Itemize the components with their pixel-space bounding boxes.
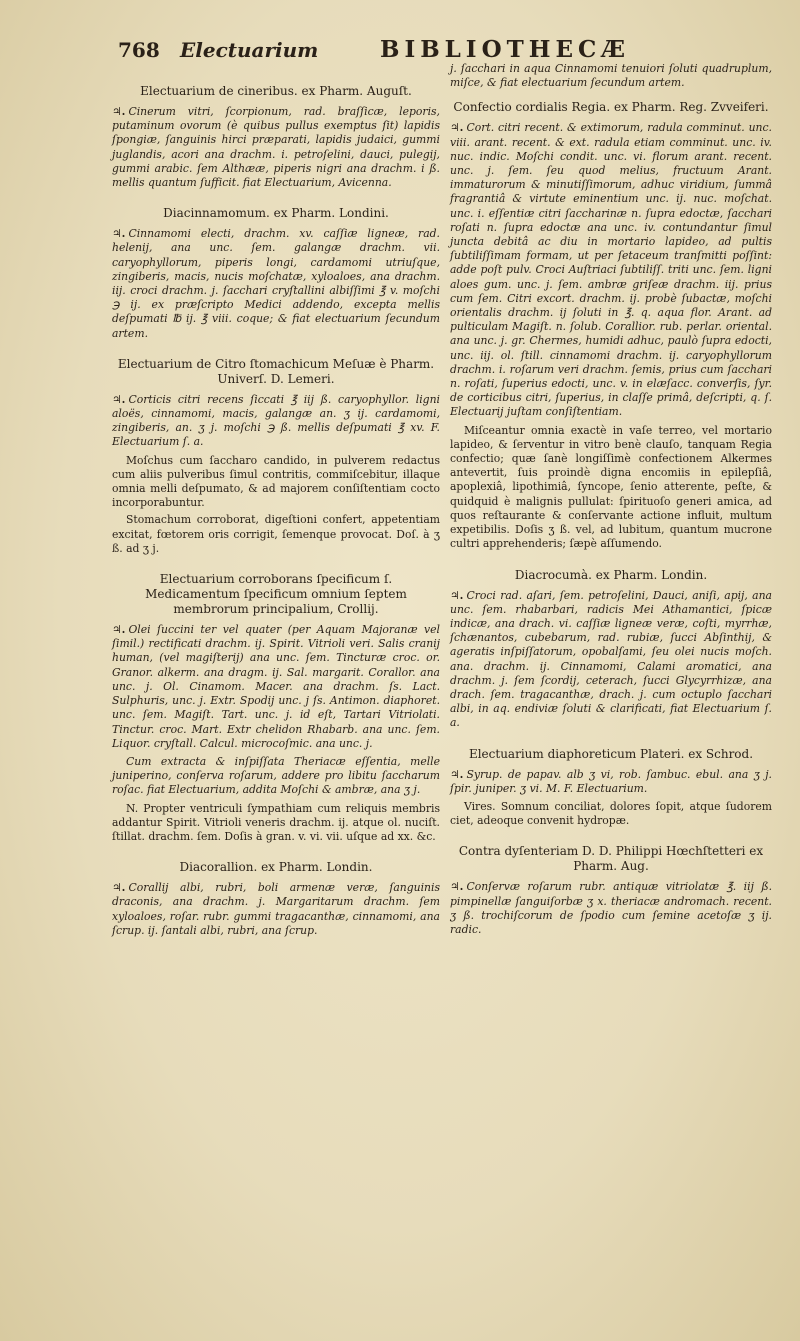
recipe-heading: Electuarium de cineribus. ex Pharm. Auguſt. xyxy=(140,84,412,98)
recipe-text: ♃. Olei ſuccini ter vel quater (per Aquam Majoranæ vel ſimil.) rectificati drachm. ij. Spirit. Vitrioli veri. Salis cranij human, (vel magiſterij) ana unc. ſem. Tincturæ croc. or. Granor. alkerm. ana dragm. ij. Sal. margarit. Corallor. ana unc. j. Ol. Cinamom. Macer. ana drachm. ſs. Lact. Sulphuris, unc. j. Extr. Spodij unc. j ſs. Antimon. diaphoret. unc. ſem. Magiſt. Tart. unc. j. id eſt, Tartari Vitriolati. Tinctur. croc. Mart. Extr chelidon Rhabarb. ana unc. ſem. Liquor. cryſtall. Calcul. microcoſmic. ana unc. j. xyxy=(112,623,440,750)
recipe-symbol-icon: ♃. xyxy=(112,623,126,637)
running-title: BIBLIOTHECÆ xyxy=(380,36,631,63)
recipe-note: Stomachum corroborat, digeſtioni confert, appetentiam excitat, fœtorem oris corrigit, ſemenque provocat. Doſ. à ʒ ß. ad ʒ j. xyxy=(112,513,440,555)
recipe-text: ♃. Corticis citri recens ſiccati ℥ iij ß. caryophyllor. ligni aloës, cinnamomi, macis, galangæ an. ʒ ij. cardamomi, zingiberis, an. ʒ j. moſchi ℈ ß. mellis deſpumati ℥ xv. F. Electuarium ſ. a. xyxy=(112,392,440,449)
recipe-note: Moſchus cum ſaccharo candido, in pulverem redactus cum aliis pulveribus ſimul contritis, commiſcebitur, illaque omnia melli deſpumato, & ad majorem conſiſtentiam cocto incorporabuntur. xyxy=(112,453,440,510)
recipe-symbol-icon: ♃. xyxy=(450,880,464,894)
right-column xyxy=(450,62,772,941)
recipe-text: ♃. Cinerum vitri, ſcorpionum, rad. braſſicæ, leporis, putaminum ovorum (è quibus pullus exemptus ſit) lapidis ſpongiæ, ſanguinis hirci præparati, lapidis judaici, gummi juglandis, acori ana drachm. i. petroſelini, dauci, pulegij, gummi arabic. ſem Althææ, piperis nigri ana drachm. i ß. mellis quantum ſufficit. fiat Electuarium, Avicenna. xyxy=(112,105,440,190)
recipe-heading: Electuarium corroborans ſpecificum ſ. Medicamentum ſpecificum omnium ſeptem membrorum principalium, Crollij. xyxy=(145,572,407,617)
continued-text: j. ſacchari in aqua Cinnamomi tenuiori ſoluti quadruplum, miſce, & fiat electuarium ſecundum artem. xyxy=(450,62,772,90)
recipe-note: Vires. Somnum conciliat, dolores ſopit, atque ſudorem ciet, adeoque convenit hydropæ. xyxy=(450,799,772,828)
recipe-heading: Electuarium de Citro ſtomachicum Meſuæ è Pharm. Univerſ. D. Lemeri. xyxy=(117,356,435,386)
left-column xyxy=(112,74,440,942)
recipe-symbol-icon: ♃. xyxy=(112,881,126,895)
recipe-note: N. Propter ventriculi ſympathiam cum reliquis membris addantur Spirit. Vitrioli veneris drachm. ij. atque ol. nuciſt. ſtillat. drachm. ſem. Doſis à gran. v. vi. vii. uſque ad xx. &c. xyxy=(112,801,440,843)
recipe-text: Cum extracta & inſpiſſata Theriacæ eſſentia, melle juniperino, conſerva roſarum, addere pro libitu ſaccharum roſac. fiat Electuarium, addita Moſchi & ambræ, ana ʒ j. xyxy=(112,754,440,797)
recipe-symbol-icon: ♃. xyxy=(450,767,464,781)
recipe-text: ♃. Croci rad. aſari, ſem. petroſelini, Dauci, aniſi, apij, ana unc. ſem. rhabarbari, radicis Mei Athamantici, ſpicæ indicæ, ana drach. vi. caſſiæ ligneæ veræ, coſti, myrrhæ, ſchænantos, cubebarum, rad. rubiæ, ſucci Abſinthij, & ageratis inſpiſſatorum, opobalſami, ſeu olei nucis moſch. ana. drachm. ij. Cinnamomi, Calami aromatici, ana drachm. j. ſem ſcordij, ceterach, ſucci Glycyrrhizæ, ana drach. ſem. tragacanthæ, drach. j. cum octuplo ſacchari albi, in aq. endiviæ ſoluti & clarificati, fiat Electuarium ſ. a. xyxy=(450,588,772,730)
recipe-symbol-icon: ♃. xyxy=(112,105,126,118)
recipe-symbol-icon: ♃. xyxy=(450,588,464,602)
recipe-heading: Diacinnamomum. ex Pharm. Londini. xyxy=(163,206,389,221)
recipe-symbol-icon: ♃. xyxy=(112,392,126,406)
page-number: 768 xyxy=(118,38,160,62)
recipe-text: ♃. Corallij albi, rubri, boli armenæ veræ, ſanguinis draconis, ana drachm. j. Margaritarum drachm. ſem xyloaloes, roſar. rubr. gummi tragacanthæ, cinnamomi, ana ſcrup. ij. ſantali albi, rubri, ana ſcrup. xyxy=(112,881,440,937)
recipe-text: ♃. Conſervæ roſarum rubr. antiquæ vitriolatæ ℥. iij ß. pimpinellæ ſanguiſorbæ ʒ x. theriacæ andromach. recent. ʒ ß. trochiſcorum de ſpodio cum ſemine acetoſæ ʒ ij. radic. xyxy=(450,880,772,936)
recipe-heading: Diacorallion. ex Pharm. Londin. xyxy=(179,860,373,875)
recipe-note: Miſceantur omnia exactè in vaſe terreo, vel mortario lapideo, & ſerventur in vitro benè clauſo, tanquam Regia confectio; quæ ſanè longiſſimè confectionem Alkermes antevertit, ſuis proindè digna encomiis in epilepſiâ, apoplexiâ, lipothimiâ, ſyncope, ſenio atterente, peſte, & quidquid è malignis pullulat: ſpirituoſo generi amica, ad quos reſtaurante & conſervante actione influit, multum expetibilis. Doſis ʒ ß. vel, ad lubitum, quantum mucrone cultri apprehenderis; ſæpè aſſumendo. xyxy=(450,423,772,551)
recipe-symbol-icon: ♃. xyxy=(112,227,126,241)
recipe-heading: Diacrocumà. ex Pharm. Londin. xyxy=(514,567,708,582)
recipe-heading: Electuarium diaphoreticum Plateri. ex Schrod. xyxy=(468,746,754,761)
recipe-text: ♃. Syrup. de papav. alb ʒ vi, rob. ſambuc. ebul. ana ʒ j. ſpir. juniper. ʒ vi. M. F. Electuarium. xyxy=(450,767,772,795)
recipe-text: ♃. Cinnamomi electi, drachm. xv. caſſiæ ligneæ, rad. helenij, ana unc. ſem. galangæ drachm. vii. caryophyllorum, piperis longi, cardamomi utriuſque, zingiberis, macis, nucis moſchatæ, xyloaloes, ana drachm. iij. croci drachm. j. ſacchari cryſtallini albiſſimi ℥ v. moſchi ℈ ij. ex præſcripto Medici addendo, excepta mellis deſpumati ℔ ij. ℥ viii. coque; & fiat electuarium ſecundum artem. xyxy=(112,227,440,340)
running-head: Electuarium xyxy=(180,38,319,62)
recipe-heading: Contra dyſenteriam D. D. Philippi Hœchſtetteri ex Pharm. Aug. xyxy=(458,844,764,874)
recipe-text: ♃. Cort. citri recent. & extimorum, radula comminut. unc. viii. arant. recent. & ext. radula etiam comminut. unc. iv. nuc. indic. Moſchi condit. unc. vi. florum arant. recent. unc. j. ſem. ſeu quod melius, fructuum Arant. immaturorum & minutiſſimorum, adhuc viridium, ſummâ fragrantiâ & virtute eminentium unc. ij. nuc. moſchat. unc. i. eſſentiæ citri ſaccharinæ n. ſupra edoctæ, ſacchari roſati n. ſupra edoctæ ana unc. iv. contundantur ſimul juncta debitâ ac diu in mortario lapideo, ad pultis ſubtiliſſimam formam, ut per ſetaceum tranſmitti poſſint: adde poſt pulv. Croci Auſtriaci ſubtiliſſ. triti unc. ſem. ligni aloes gum. unc. j. ſem. ambræ griſeæ drachm. iij. prius cum ſem. Citri excort. drachm. ij. probè ſubactæ, moſchi orientalis drachm. ij ſoluti in ℥. q. aqua flor. Arant. ad pulticulam Magiſt. n. ſolub. Corallior. rub. perlar. oriental. ana unc. j. gr. Chermes, humidi adhuc, paulò ſupra edocti, unc. iij. ol. ſtill. cinnamomi drachm. ij. caryophyllorum drachm. i. roſarum veri drachm. ſemis, prius cum ſacchari n. roſati, ſuperius edocti, unc. v. in elæſacc. converſis, ſyr. de corticibus citri, ſuperius, in claſſe primâ, deſcripti, q. ſ. Electuarij juſtam conſiſtentiam. xyxy=(450,121,772,419)
recipe-heading: Confectio cordialis Regia. ex Pharm. Reg. Zvveiferi. xyxy=(453,100,769,115)
recipe-symbol-icon: ♃. xyxy=(450,121,464,135)
